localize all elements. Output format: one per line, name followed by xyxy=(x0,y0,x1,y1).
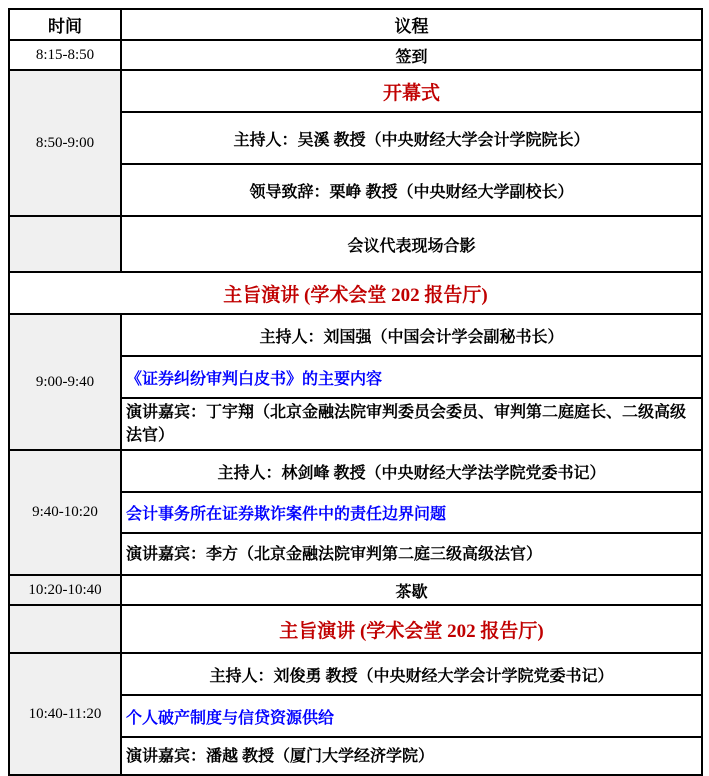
row-group-photo xyxy=(9,216,702,272)
row-keynote-banner-2 xyxy=(9,605,702,653)
time-tea-break: 10:20-10:40 xyxy=(9,575,121,605)
keynote-3-host: 主持人：刘俊勇 教授（中央财经大学会计学院党委书记） xyxy=(121,653,702,695)
agenda-tea-break: 茶歇 xyxy=(121,575,702,605)
time-keynote-3: 10:40-11:20 xyxy=(9,653,121,775)
time-group-photo xyxy=(9,216,121,272)
keynote-1-host: 主持人：刘国强（中国会计学会副秘书长） xyxy=(121,314,702,356)
keynote-1-speaker: 演讲嘉宾：丁宇翔（北京金融法院审判委员会委员、审判第二庭庭长、二级高级法官） xyxy=(121,398,702,450)
header-agenda: 议程 xyxy=(121,9,702,40)
time-keynote-banner-2 xyxy=(9,605,121,653)
keynote-3-topic: 个人破产制度与信贷资源供给 xyxy=(121,695,702,737)
keynote-2-host: 主持人：林剑峰 教授（中央财经大学法学院党委书记） xyxy=(121,450,702,492)
opening-ceremony-host: 主持人：吴溪 教授（中央财经大学会计学院院长） xyxy=(121,112,702,164)
header-row xyxy=(9,9,702,40)
row-keynote-2-host xyxy=(9,450,702,492)
agenda-group-photo: 会议代表现场合影 xyxy=(121,216,702,272)
agenda-table xyxy=(8,8,703,776)
row-tea-break xyxy=(9,575,702,605)
time-keynote-2: 9:40-10:20 xyxy=(9,450,121,575)
row-checkin xyxy=(9,40,702,70)
keynote-banner-1: 主旨演讲 (学术会堂 202 报告厅) xyxy=(9,272,702,314)
time-keynote-1: 9:00-9:40 xyxy=(9,314,121,450)
time-opening-ceremony: 8:50-9:00 xyxy=(9,70,121,216)
keynote-3-speaker: 演讲嘉宾：潘越 教授（厦门大学经济学院） xyxy=(121,737,702,775)
keynote-2-speaker: 演讲嘉宾：李方（北京金融法院审判第二庭三级高级法官） xyxy=(121,533,702,575)
keynote-2-topic: 会计事务所在证券欺诈案件中的责任边界问题 xyxy=(121,492,702,533)
row-keynote-banner-1 xyxy=(9,272,702,314)
row-keynote-1-host xyxy=(9,314,702,356)
row-keynote-3-host xyxy=(9,653,702,695)
row-opening-title xyxy=(9,70,702,112)
opening-ceremony-speech: 领导致辞：栗峥 教授（中央财经大学副校长） xyxy=(121,164,702,216)
header-time: 时间 xyxy=(9,9,121,40)
keynote-1-topic: 《证券纠纷审判白皮书》的主要内容 xyxy=(121,356,702,398)
time-checkin: 8:15-8:50 xyxy=(9,40,121,70)
agenda-checkin: 签到 xyxy=(121,40,702,70)
opening-ceremony-title: 开幕式 xyxy=(121,70,702,112)
keynote-banner-2: 主旨演讲 (学术会堂 202 报告厅) xyxy=(121,605,702,653)
